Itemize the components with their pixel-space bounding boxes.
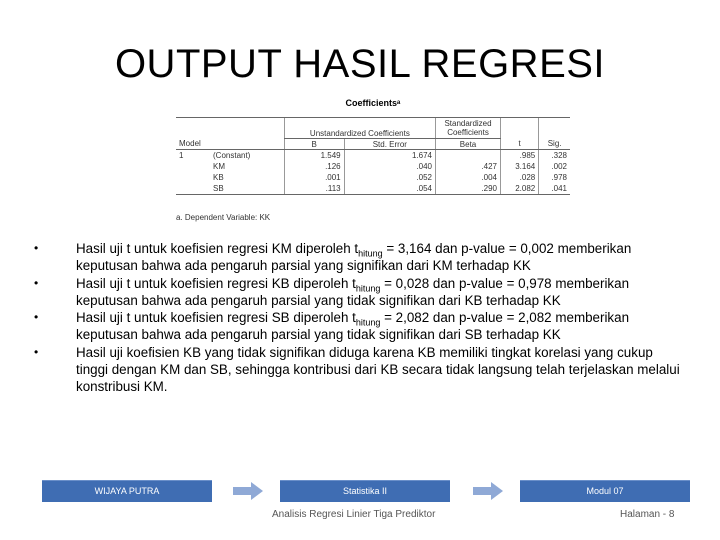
header-unstandardized: Unstandardized Coefficients — [284, 118, 435, 139]
row-std-error: 1.674 — [344, 150, 435, 162]
row-sig: .002 — [539, 161, 570, 172]
row-beta — [436, 150, 501, 162]
table-footnote: a. Dependent Variable: KK — [176, 213, 271, 222]
header-t: t — [501, 139, 539, 150]
row-variable: KM — [213, 162, 225, 171]
row-b: .126 — [284, 161, 344, 172]
row-t: .028 — [501, 172, 539, 183]
row-b: .113 — [284, 183, 344, 195]
row-model: 1 — [179, 151, 184, 160]
bullet-item — [34, 275, 684, 310]
bullet-dot-icon: • — [34, 275, 39, 290]
bullet-dot-icon: • — [34, 344, 39, 359]
bullet-dot-icon: • — [34, 310, 39, 325]
row-variable: KB — [213, 173, 224, 182]
row-model — [176, 172, 210, 183]
bullet-text-post: = 3,164 dan p-value = 0,002 memberikan keputusan bahwa ada pengaruh parsial yang signifikan dari KM terhadap KK — [76, 241, 632, 274]
table-header-row — [176, 139, 570, 150]
bullet-text-post: = 2,082 dan p-value = 2,082 memberikan keputusan bahwa ada pengaruh parsial yang tidak signifikan dari SB terhadap KK — [76, 310, 630, 343]
bullet-text-pre: Hasil uji t untuk koefisien regresi SB diperoleh t — [76, 310, 356, 326]
row-std-error: .040 — [344, 161, 435, 172]
footer-page-number: Halaman - 8 — [620, 509, 675, 520]
footer-module-bar — [520, 480, 690, 502]
row-b: .001 — [284, 172, 344, 183]
bullet-text-pre: Hasil uji t untuk koefisien regresi KM diperoleh t — [76, 241, 359, 256]
table-row — [176, 150, 570, 162]
table-row — [176, 172, 570, 183]
footer-author-bar — [42, 480, 212, 502]
coefficients-table — [176, 117, 570, 195]
row-sig: .978 — [539, 172, 570, 183]
row-beta: .290 — [436, 183, 501, 195]
bullet-item — [34, 309, 684, 344]
slide-title: OUTPUT HASIL REGRESI — [114, 42, 606, 86]
bullet-text-sub: hitung — [358, 248, 383, 259]
coefficients-caption: Coefficientsᵃ — [345, 98, 401, 108]
row-variable: (Constant) — [213, 151, 251, 160]
bullet-item — [34, 240, 684, 275]
footer-topic: Analisis Regresi Linier Tiga Prediktor — [272, 509, 436, 520]
header-b: B — [284, 139, 344, 150]
header-beta: Beta — [436, 139, 501, 150]
right-arrow-icon — [233, 482, 263, 500]
bullet-text-pre: Hasil uji koefisien KB yang tidak signifikan diduga karena KB memiliki tingkat korelasi yang cukup tinggi dengan KM dan SB, sehingga kontribusi dari KB secara tidak langsung telah terjelaskan melalui konstribusi KM. — [76, 344, 680, 395]
header-model: Model — [176, 139, 284, 150]
header-std-error: Std. Error — [344, 139, 435, 150]
row-beta: .427 — [436, 161, 501, 172]
bullet-item — [34, 344, 684, 396]
row-sig: .041 — [539, 183, 570, 195]
row-std-error: .054 — [344, 183, 435, 195]
footer-course: Statistika II — [342, 486, 387, 496]
row-sig: .328 — [539, 150, 570, 162]
row-model — [176, 183, 210, 195]
row-b: 1.549 — [284, 150, 344, 162]
bullet-dot-icon: • — [34, 241, 39, 255]
bullet-text-sub: hitung — [355, 283, 381, 294]
table-header-row-top — [176, 118, 570, 139]
row-t: 2.082 — [501, 183, 539, 195]
bullet-list — [34, 240, 684, 396]
row-t: .985 — [501, 150, 539, 162]
table-row — [176, 161, 570, 172]
bullet-text-pre: Hasil uji t untuk koefisien regresi KB diperoleh t — [76, 275, 356, 291]
right-arrow-icon — [473, 482, 503, 500]
footer-module: Modul 07 — [586, 486, 624, 496]
bullet-text-sub: hitung — [355, 317, 381, 328]
header-standardized: Standardized Coefficients — [436, 118, 501, 139]
row-variable: SB — [210, 183, 284, 195]
footer-author: WIJAYA PUTRA — [94, 486, 160, 496]
row-model — [176, 161, 210, 172]
row-beta: .004 — [436, 172, 501, 183]
footer-course-bar — [280, 480, 450, 502]
bullet-text-post: = 0,028 dan p-value = 0,978 memberikan keputusan bahwa ada pengaruh parsial yang tidak signifikan dari KB terhadap KK — [76, 275, 630, 308]
row-t: 3.164 — [501, 161, 539, 172]
table-row — [176, 183, 570, 195]
header-sig: Sig. — [539, 139, 570, 150]
row-std-error: .052 — [344, 172, 435, 183]
